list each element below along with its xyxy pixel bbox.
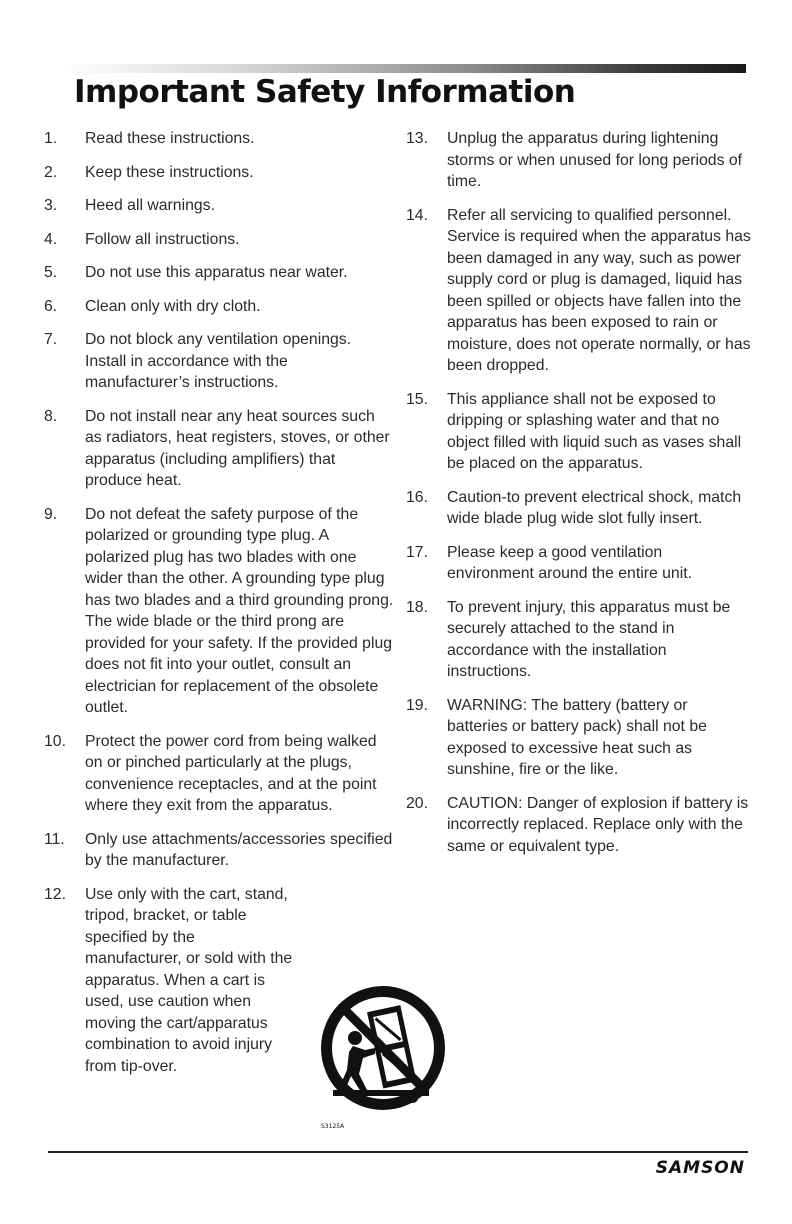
item-text: Do not block any ventilation openings. Install in accordance with the manufacturer’s instructions.	[85, 331, 352, 391]
item-number: 7.	[44, 331, 58, 348]
safety-item	[406, 389, 751, 475]
brand-logo: SAMSON	[655, 1158, 745, 1178]
item-number: 5.	[44, 264, 58, 281]
safety-item	[44, 329, 394, 394]
item-number: 1.	[44, 130, 58, 147]
safety-item	[44, 195, 394, 217]
item-number: 8.	[44, 407, 58, 425]
item-text: Please keep a good ventilation environment around the entire unit.	[447, 543, 693, 582]
item-text: Refer all servicing to qualified personnel. Service is required when the apparatus has been damaged in any way, such as power supply cord or plug is damaged, liquid has been spilled or objects have fallen into the apparatus has been exposed to rain or moisture, does not operate normally, or has been dropped.	[447, 206, 751, 374]
item-text: Keep these instructions.	[85, 163, 254, 181]
item-number: 10.	[44, 732, 66, 750]
safety-item	[406, 128, 751, 193]
safety-item	[44, 406, 394, 492]
item-number: 15.	[406, 390, 428, 408]
item-number: 17.	[406, 543, 428, 561]
item-text: Heed all warnings.	[85, 197, 215, 214]
item-number: 4.	[44, 230, 58, 248]
item-number: 14.	[406, 206, 428, 224]
item-text: CAUTION: Danger of explosion if battery is incorrectly replaced. Replace only with the same or equivalent type.	[447, 794, 749, 855]
safety-item	[406, 542, 751, 585]
right-column	[406, 128, 751, 869]
item-text: Caution-to prevent electrical shock, match wide blade plug wide slot fully insert.	[447, 488, 742, 527]
item-text: Use only with the cart, stand, tripod, bracket, or table specified by the manufacturer, or sold with the apparatus. When a cart is used, use caution when moving the cart/apparatus combination to avoid injury from tip-over.	[85, 885, 293, 1075]
item-text: Clean only with dry cloth.	[85, 297, 261, 315]
item-number: 12.	[44, 885, 66, 903]
item-text: Do not install near any heat sources such as radiators, heat registers, stoves, or other apparatus (including amplifiers) that produce heat.	[85, 407, 390, 489]
item-text: Do not use this apparatus near water.	[85, 264, 348, 281]
figure-code: S3125A	[321, 1123, 345, 1130]
safety-item	[44, 162, 394, 184]
left-column	[44, 128, 394, 1089]
item-number: 18.	[406, 598, 428, 616]
footer-rule	[48, 1151, 748, 1153]
page-title: Important Safety Information	[74, 74, 576, 110]
cart-tip-over-warning-icon	[309, 982, 451, 1130]
safety-item	[406, 597, 751, 683]
item-number: 3.	[44, 197, 58, 214]
safety-item	[406, 793, 751, 858]
item-number: 11.	[44, 830, 65, 848]
safety-item	[44, 829, 394, 872]
item-number: 19.	[406, 696, 428, 714]
safety-item	[44, 262, 394, 284]
item-number: 13.	[406, 130, 428, 147]
item-number: 9.	[44, 505, 58, 523]
item-number: 16.	[406, 488, 428, 506]
item-number: 2.	[44, 163, 58, 181]
item-text: Unplug the apparatus during lightening storms or when unused for long periods of time.	[447, 130, 743, 190]
item-text: Follow all instructions.	[85, 230, 240, 248]
item-text: Only use attachments/accessories specified by the manufacturer.	[85, 830, 393, 869]
safety-item	[44, 229, 394, 251]
item-text: To prevent injury, this apparatus must be securely attached to the stand in accordance with the installation instructions.	[447, 598, 731, 680]
item-text: Protect the power cord from being walked on or pinched particularly at the plugs, convenience receptacles, and at the point where they exit from the apparatus.	[85, 732, 377, 814]
safety-item	[406, 205, 751, 377]
item-text: Do not defeat the safety purpose of the polarized or grounding type plug. A polarized plug has two blades with one wider than the other. A grounding type plug has two blades and a third grounding prong. The wide blade or the third prong are provided for your safety. If the provided plug does not fit into your outlet, consult an electrician for replacement of the obsolete outlet.	[85, 505, 394, 716]
item-text: Read these instructions.	[85, 130, 255, 147]
item-text: This appliance shall not be exposed to dripping or splashing water and that no object filled with liquid such as vases shall be placed on the apparatus.	[447, 390, 742, 472]
safety-item	[44, 504, 394, 719]
item-number: 20.	[406, 794, 428, 812]
header-gradient-bar	[60, 64, 746, 73]
safety-item	[44, 128, 394, 150]
safety-item	[406, 695, 751, 781]
item-text: WARNING: The battery (battery or batteries or battery pack) shall not be exposed to excessive heat such as sunshine, fire or the like.	[447, 696, 707, 778]
safety-item	[44, 731, 394, 817]
item-number: 6.	[44, 297, 58, 315]
safety-item	[44, 296, 394, 318]
safety-item	[406, 487, 751, 530]
